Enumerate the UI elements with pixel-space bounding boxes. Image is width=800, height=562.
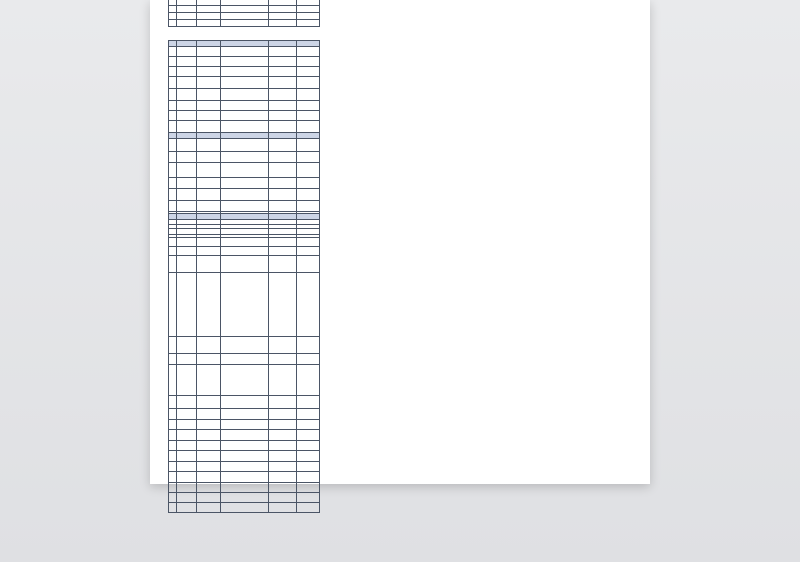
- table-cell: [221, 220, 269, 229]
- table-cell: [297, 503, 320, 513]
- table-cell: [177, 139, 197, 152]
- table-cell: [269, 430, 297, 441]
- table-row: [169, 451, 320, 462]
- table-row: [169, 462, 320, 472]
- table-row: [169, 6, 320, 13]
- table-cell: [297, 354, 320, 365]
- table-cell: [169, 420, 177, 430]
- table-cell: [197, 201, 221, 212]
- table-row: [169, 121, 320, 133]
- table-cell: [297, 462, 320, 472]
- table-cell: [197, 365, 221, 396]
- table-cell: [177, 178, 197, 189]
- table-cell: [221, 57, 269, 67]
- table-cell: [177, 201, 197, 212]
- table-cell: [169, 20, 177, 27]
- table-row: [169, 256, 320, 273]
- table-cell: [221, 462, 269, 472]
- table-cell: [221, 430, 269, 441]
- table-row: [169, 152, 320, 163]
- table-cell: [221, 337, 269, 354]
- table-cell: [221, 89, 269, 101]
- table-cell: [221, 409, 269, 420]
- table-cell: [221, 201, 269, 212]
- table-cell: [197, 354, 221, 365]
- table-cell: [197, 229, 221, 238]
- table-cell: [297, 420, 320, 430]
- table-cell: [197, 420, 221, 430]
- spec-table: [168, 0, 320, 27]
- table-cell: [269, 441, 297, 451]
- table-cell: [269, 189, 297, 201]
- table-cell: [177, 13, 197, 20]
- table-row: [169, 57, 320, 67]
- table-cell: [177, 462, 197, 472]
- table-cell: [177, 420, 197, 430]
- table-row: [169, 178, 320, 189]
- table-cell: [169, 256, 177, 273]
- table-cell: [197, 57, 221, 67]
- table-cell: [297, 189, 320, 201]
- table-cell: [169, 163, 177, 178]
- table-row: [169, 163, 320, 178]
- table-row: [169, 365, 320, 396]
- table-cell: [269, 139, 297, 152]
- table-cell: [297, 111, 320, 121]
- table-cell: [197, 441, 221, 451]
- table-cell: [269, 47, 297, 57]
- table-cell: [269, 163, 297, 178]
- table-cell: [169, 273, 177, 337]
- table-cell: [297, 472, 320, 483]
- table-cell: [169, 503, 177, 513]
- table-cell: [269, 238, 297, 247]
- spec-table: [168, 213, 320, 513]
- table-cell: [269, 273, 297, 337]
- table-cell: [169, 396, 177, 409]
- table-cell: [177, 20, 197, 27]
- table-cell: [177, 337, 197, 354]
- table-row: [169, 238, 320, 247]
- table-cell: [177, 472, 197, 483]
- table-cell: [221, 163, 269, 178]
- table-cell: [297, 89, 320, 101]
- table-row: [169, 409, 320, 420]
- table-cell: [169, 483, 177, 493]
- table-cell: [269, 152, 297, 163]
- table-cell: [177, 121, 197, 133]
- table-cell: [197, 273, 221, 337]
- table-cell: [177, 229, 197, 238]
- table-cell: [197, 396, 221, 409]
- table-row: [169, 89, 320, 101]
- table-cell: [297, 201, 320, 212]
- table-cell: [197, 20, 221, 27]
- table-cell: [221, 101, 269, 111]
- table-cell: [221, 67, 269, 77]
- table-cell: [221, 247, 269, 256]
- table-cell: [197, 163, 221, 178]
- table-cell: [197, 152, 221, 163]
- table-cell: [169, 472, 177, 483]
- table-cell: [221, 111, 269, 121]
- table-cell: [169, 365, 177, 396]
- table-cell: [177, 365, 197, 396]
- table-cell: [297, 101, 320, 111]
- table-cell: [169, 6, 177, 13]
- table-cell: [197, 220, 221, 229]
- table-row: [169, 430, 320, 441]
- table-row: [169, 139, 320, 152]
- table-cell: [269, 354, 297, 365]
- table-cell: [177, 57, 197, 67]
- table-row: [169, 472, 320, 483]
- table-cell: [297, 163, 320, 178]
- table-cell: [169, 229, 177, 238]
- table-cell: [221, 20, 269, 27]
- table-cell: [177, 47, 197, 57]
- table-cell: [177, 396, 197, 409]
- table-cell: [177, 483, 197, 493]
- table-cell: [269, 201, 297, 212]
- table-cell: [269, 451, 297, 462]
- table-cell: [221, 256, 269, 273]
- table-cell: [177, 256, 197, 273]
- table-row: [169, 189, 320, 201]
- table-cell: [297, 6, 320, 13]
- table-cell: [177, 220, 197, 229]
- table-cell: [269, 67, 297, 77]
- table-cell: [177, 163, 197, 178]
- table-cell: [169, 13, 177, 20]
- table-row: [169, 13, 320, 20]
- table-cell: [169, 462, 177, 472]
- table-cell: [269, 101, 297, 111]
- table-cell: [169, 337, 177, 354]
- table-cell: [221, 77, 269, 89]
- table-cell: [269, 337, 297, 354]
- table-cell: [177, 6, 197, 13]
- table-row: [169, 20, 320, 27]
- table-cell: [269, 20, 297, 27]
- table-row: [169, 337, 320, 354]
- table-cell: [197, 483, 221, 493]
- table-cell: [269, 111, 297, 121]
- table-cell: [297, 337, 320, 354]
- table-cell: [297, 430, 320, 441]
- table-row: [169, 220, 320, 229]
- table-cell: [169, 441, 177, 451]
- table-row: [169, 273, 320, 337]
- table-cell: [197, 89, 221, 101]
- table-cell: [177, 77, 197, 89]
- table-cell: [269, 493, 297, 503]
- table-cell: [169, 409, 177, 420]
- table-cell: [177, 111, 197, 121]
- table-cell: [221, 13, 269, 20]
- table-cell: [221, 273, 269, 337]
- spec-table: [168, 40, 320, 133]
- table-cell: [197, 13, 221, 20]
- table-cell: [297, 396, 320, 409]
- table-cell: [177, 451, 197, 462]
- table-cell: [221, 189, 269, 201]
- table-row: [169, 111, 320, 121]
- table-cell: [169, 178, 177, 189]
- table-cell: [197, 256, 221, 273]
- table-cell: [297, 77, 320, 89]
- table-cell: [269, 420, 297, 430]
- table-cell: [221, 47, 269, 57]
- table-cell: [197, 409, 221, 420]
- table-cell: [177, 67, 197, 77]
- table-cell: [197, 238, 221, 247]
- table-cell: [269, 178, 297, 189]
- table-cell: [169, 77, 177, 89]
- table-cell: [169, 451, 177, 462]
- table-cell: [169, 89, 177, 101]
- table-cell: [269, 396, 297, 409]
- table-cell: [269, 247, 297, 256]
- table-cell: [177, 354, 197, 365]
- table-cell: [221, 483, 269, 493]
- table-row: [169, 483, 320, 493]
- table-cell: [177, 441, 197, 451]
- table-row: [169, 493, 320, 503]
- table-cell: [269, 77, 297, 89]
- table-cell: [297, 13, 320, 20]
- table-cell: [169, 152, 177, 163]
- table-cell: [177, 493, 197, 503]
- table-cell: [297, 247, 320, 256]
- table-cell: [197, 111, 221, 121]
- table-cell: [197, 121, 221, 133]
- table-cell: [221, 441, 269, 451]
- table-cell: [169, 220, 177, 229]
- table-cell: [197, 337, 221, 354]
- table-cell: [269, 57, 297, 67]
- table-cell: [221, 493, 269, 503]
- table-cell: [177, 189, 197, 201]
- table-cell: [197, 493, 221, 503]
- table-cell: [197, 503, 221, 513]
- table-cell: [197, 178, 221, 189]
- table-cell: [269, 13, 297, 20]
- table-cell: [221, 238, 269, 247]
- table-row: [169, 247, 320, 256]
- table-cell: [297, 178, 320, 189]
- table-cell: [197, 247, 221, 256]
- table-cell: [269, 220, 297, 229]
- table-cell: [169, 121, 177, 133]
- table-cell: [297, 256, 320, 273]
- table-cell: [297, 229, 320, 238]
- table-row: [169, 67, 320, 77]
- table-cell: [177, 101, 197, 111]
- table-row: [169, 354, 320, 365]
- table-cell: [169, 139, 177, 152]
- table-row: [169, 396, 320, 409]
- table-cell: [269, 256, 297, 273]
- table-cell: [297, 152, 320, 163]
- table-cell: [169, 238, 177, 247]
- table-cell: [269, 462, 297, 472]
- table-cell: [297, 451, 320, 462]
- table-cell: [177, 273, 197, 337]
- table-cell: [221, 354, 269, 365]
- table-cell: [221, 365, 269, 396]
- table-cell: [197, 430, 221, 441]
- table-cell: [177, 430, 197, 441]
- table-cell: [269, 121, 297, 133]
- table-cell: [297, 57, 320, 67]
- table-cell: [221, 229, 269, 238]
- table-cell: [297, 365, 320, 396]
- table-row: [169, 77, 320, 89]
- table-cell: [177, 238, 197, 247]
- table-cell: [169, 101, 177, 111]
- table-cell: [197, 6, 221, 13]
- table-row: [169, 441, 320, 451]
- table-cell: [177, 152, 197, 163]
- table-cell: [169, 493, 177, 503]
- table-cell: [177, 247, 197, 256]
- table-cell: [221, 472, 269, 483]
- table-cell: [269, 483, 297, 493]
- table-cell: [197, 462, 221, 472]
- table-row: [169, 420, 320, 430]
- table-cell: [297, 20, 320, 27]
- table-cell: [169, 354, 177, 365]
- table-cell: [269, 229, 297, 238]
- table-cell: [269, 409, 297, 420]
- table-cell: [197, 139, 221, 152]
- table-cell: [221, 152, 269, 163]
- table-cell: [197, 67, 221, 77]
- table-cell: [297, 121, 320, 133]
- table-cell: [297, 67, 320, 77]
- table-cell: [297, 493, 320, 503]
- table-cell: [221, 451, 269, 462]
- table-cell: [269, 89, 297, 101]
- table-cell: [297, 409, 320, 420]
- table-cell: [169, 189, 177, 201]
- table-cell: [221, 178, 269, 189]
- table-row: [169, 101, 320, 111]
- table-cell: [297, 47, 320, 57]
- table-row: [169, 47, 320, 57]
- table-cell: [297, 273, 320, 337]
- table-cell: [269, 365, 297, 396]
- table-cell: [269, 503, 297, 513]
- table-cell: [169, 247, 177, 256]
- table-cell: [297, 483, 320, 493]
- table-cell: [169, 430, 177, 441]
- table-cell: [197, 101, 221, 111]
- table-cell: [197, 77, 221, 89]
- table-cell: [297, 238, 320, 247]
- table-cell: [177, 503, 197, 513]
- table-cell: [169, 57, 177, 67]
- table-cell: [177, 409, 197, 420]
- table-cell: [297, 139, 320, 152]
- table-row: [169, 503, 320, 513]
- table-cell: [169, 67, 177, 77]
- table-cell: [197, 189, 221, 201]
- table-cell: [297, 441, 320, 451]
- table-cell: [221, 6, 269, 13]
- table-cell: [169, 201, 177, 212]
- table-cell: [269, 472, 297, 483]
- table-cell: [169, 111, 177, 121]
- table-cell: [221, 503, 269, 513]
- table-row: [169, 201, 320, 212]
- table-cell: [177, 89, 197, 101]
- table-row: [169, 229, 320, 238]
- table-cell: [269, 6, 297, 13]
- table-cell: [197, 47, 221, 57]
- table-cell: [221, 396, 269, 409]
- table-cell: [169, 47, 177, 57]
- table-cell: [221, 420, 269, 430]
- table-cell: [221, 139, 269, 152]
- table-cell: [297, 220, 320, 229]
- table-cell: [197, 472, 221, 483]
- table-cell: [221, 121, 269, 133]
- table-cell: [197, 451, 221, 462]
